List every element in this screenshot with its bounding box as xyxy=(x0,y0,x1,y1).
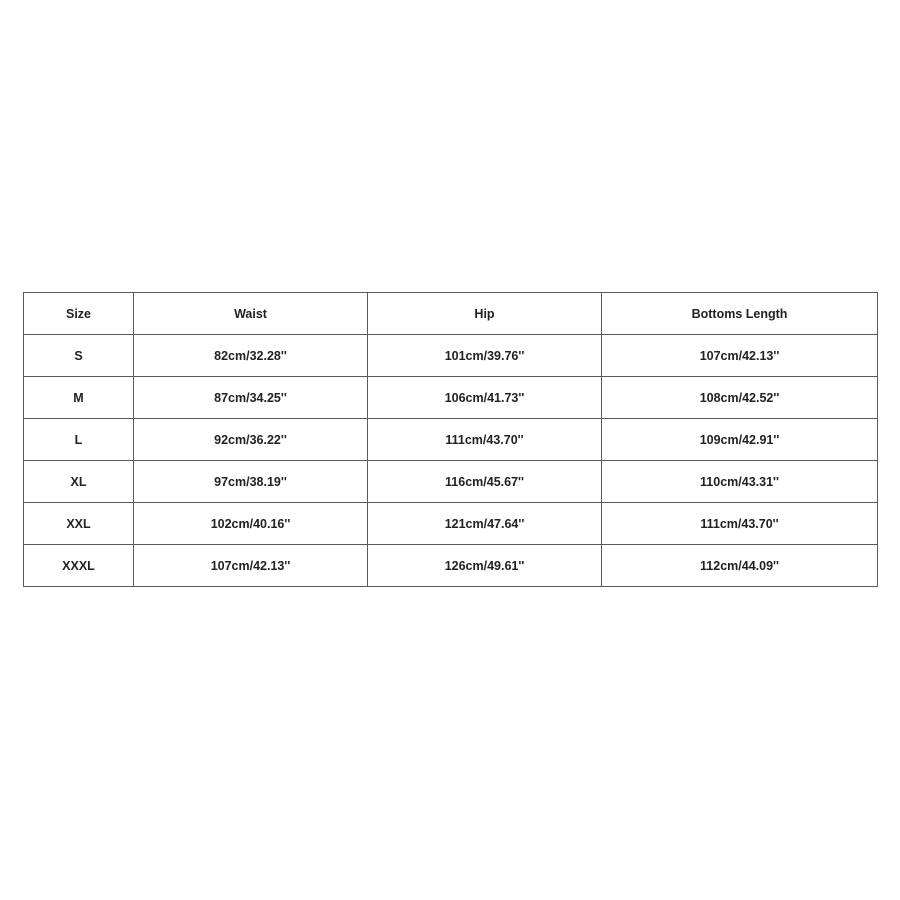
bottoms-length-cell: 112cm/44.09'' xyxy=(602,545,878,587)
size-chart-table xyxy=(23,292,878,587)
waist-cell: 107cm/42.13'' xyxy=(134,545,368,587)
hip-cell: 106cm/41.73'' xyxy=(368,377,602,419)
table-row xyxy=(24,545,878,587)
waist-cell: 87cm/34.25'' xyxy=(134,377,368,419)
table-header-row xyxy=(24,293,878,335)
table-row xyxy=(24,503,878,545)
bottoms-length-cell: 107cm/42.13'' xyxy=(602,335,878,377)
size-cell: M xyxy=(24,377,134,419)
bottoms-length-cell: 108cm/42.52'' xyxy=(602,377,878,419)
size-cell: L xyxy=(24,419,134,461)
table-row xyxy=(24,419,878,461)
table-row xyxy=(24,335,878,377)
hip-cell: 111cm/43.70'' xyxy=(368,419,602,461)
header-size: Size xyxy=(24,293,134,335)
header-waist: Waist xyxy=(134,293,368,335)
waist-cell: 102cm/40.16'' xyxy=(134,503,368,545)
hip-cell: 121cm/47.64'' xyxy=(368,503,602,545)
header-hip: Hip xyxy=(368,293,602,335)
bottoms-length-cell: 111cm/43.70'' xyxy=(602,503,878,545)
waist-cell: 82cm/32.28'' xyxy=(134,335,368,377)
size-cell: S xyxy=(24,335,134,377)
hip-cell: 116cm/45.67'' xyxy=(368,461,602,503)
waist-cell: 92cm/36.22'' xyxy=(134,419,368,461)
bottoms-length-cell: 109cm/42.91'' xyxy=(602,419,878,461)
waist-cell: 97cm/38.19'' xyxy=(134,461,368,503)
bottoms-length-cell: 110cm/43.31'' xyxy=(602,461,878,503)
hip-cell: 101cm/39.76'' xyxy=(368,335,602,377)
table-row xyxy=(24,461,878,503)
size-cell: XXXL xyxy=(24,545,134,587)
hip-cell: 126cm/49.61'' xyxy=(368,545,602,587)
table-row xyxy=(24,377,878,419)
size-cell: XL xyxy=(24,461,134,503)
size-cell: XXL xyxy=(24,503,134,545)
header-bottoms-length: Bottoms Length xyxy=(602,293,878,335)
